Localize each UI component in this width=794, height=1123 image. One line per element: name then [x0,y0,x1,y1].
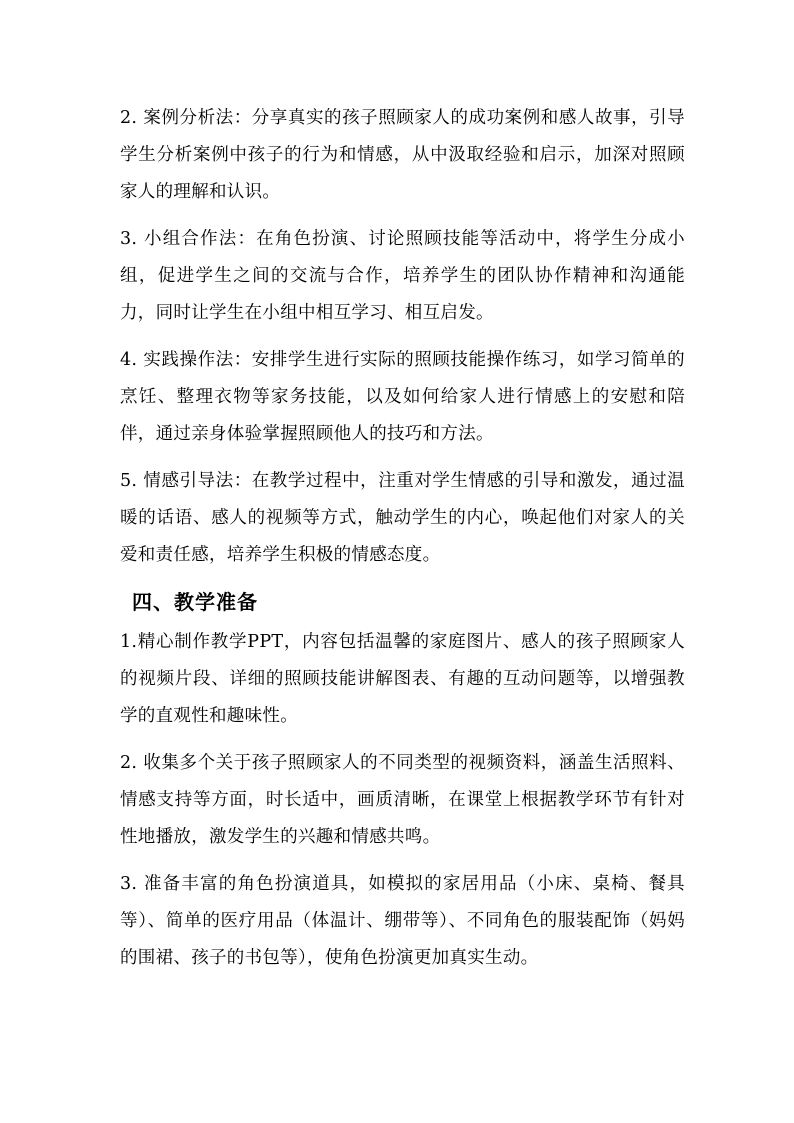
method-item-group-cooperation [120,221,685,332]
item-number: 1. [120,632,138,652]
item-text: 精心制作教学PPT，内容包括温馨的家庭图片、感人的孩子照顾家人的视频片段、详细的照顾技能讲解图表、有趣的互动问题等，以增强教学的直观性和趣味性。 [120,632,685,726]
section-heading-teaching-preparation: 四、教学准备 [132,590,258,614]
preparation-item-props [120,866,685,977]
item-number: 5. [120,471,144,491]
item-number: 3. [120,874,145,894]
method-item-case-analysis [120,100,685,211]
item-number: 3. [120,229,145,249]
method-item-emotional-guidance [120,463,685,574]
item-text: 准备丰富的角色扮演道具，如模拟的家居用品（小床、桌椅、餐具等）、简单的医疗用品（体温计、绷带等）、不同角色的服装配饰（妈妈的围裙、孩子的书包等），使角色扮演更加真实生动。 [120,874,685,968]
preparation-item-ppt [120,624,685,735]
item-number: 2. [120,753,144,773]
method-item-practice [120,342,685,453]
preparation-item-video [120,745,685,856]
document-body [120,100,685,987]
item-text: 收集多个关于孩子照顾家人的不同类型的视频资料，涵盖生活照料、情感支持等方面，时长适中，画质清晰，在课堂上根据教学环节有针对性地播放，激发学生的兴趣和情感共鸣。 [120,753,685,847]
item-text: 情感引导法：在教学过程中，注重对学生情感的引导和激发，通过温暖的话语、感人的视频等方式，触动学生的内心，唤起他们对家人的关爱和责任感，培养学生积极的情感态度。 [120,471,685,565]
item-text: 实践操作法：安排学生进行实际的照顾技能操作练习，如学习简单的烹饪、整理衣物等家务技能，以及如何给家人进行情感上的安慰和陪伴，通过亲身体验掌握照顾他人的技巧和方法。 [120,350,685,444]
item-text: 小组合作法：在角色扮演、讨论照顾技能等活动中，将学生分成小组，促进学生之间的交流与合作，培养学生的团队协作精神和沟通能力，同时让学生在小组中相互学习、相互启发。 [120,229,685,323]
item-text: 案例分析法：分享真实的孩子照顾家人的成功案例和感人故事，引导学生分析案例中孩子的行为和情感，从中汲取经验和启示，加深对照顾家人的理解和认识。 [120,108,685,202]
item-number: 2. [120,108,144,128]
item-number: 4. [120,350,144,370]
